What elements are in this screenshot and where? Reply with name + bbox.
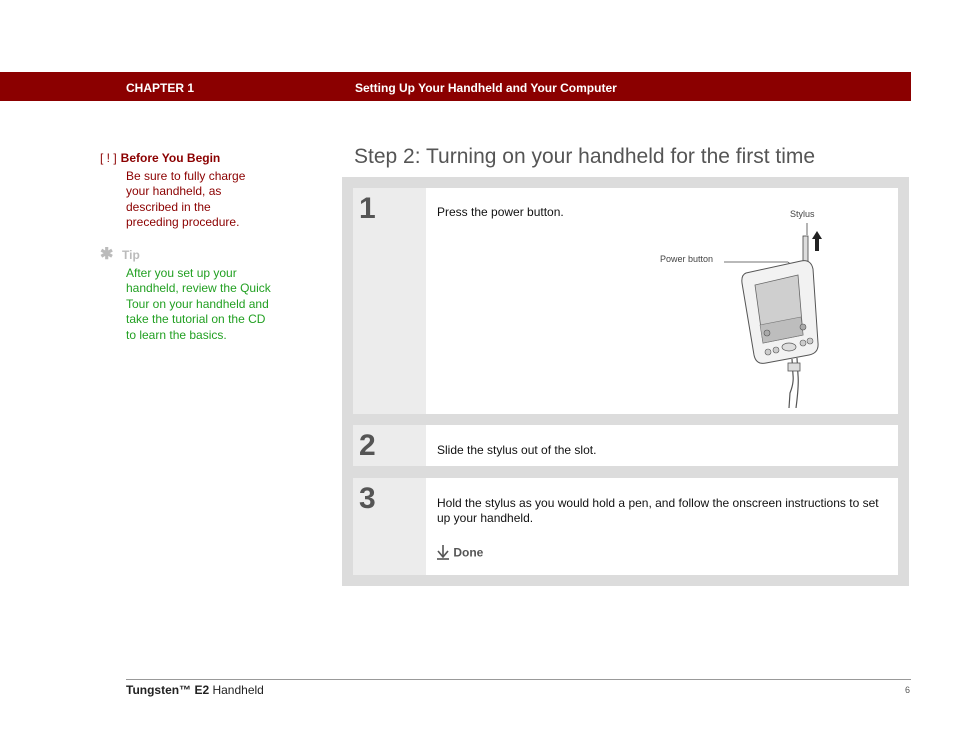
warning-body: Be sure to fully charge your handheld, as described in the preceding procedure. (126, 168, 246, 230)
tip-note (100, 247, 280, 344)
step-content (426, 188, 898, 414)
handheld-illustration (626, 203, 866, 408)
before-you-begin-note (100, 151, 280, 231)
tip-title: Tip (122, 248, 140, 262)
step-3 (353, 478, 898, 575)
chapter-header-bar (0, 72, 911, 101)
stylus-label: Stylus (790, 209, 815, 219)
footer-product-name: Handheld (209, 683, 264, 697)
step-number: 2 (359, 429, 376, 462)
page-title: Step 2: Turning on your handheld for the first time (354, 145, 816, 168)
footer-product (126, 683, 264, 697)
step-number-cell (353, 478, 426, 575)
footer-divider (126, 679, 911, 680)
chapter-title: Setting Up Your Handheld and Your Computer (355, 81, 617, 95)
warning-title[interactable]: Before You Begin (120, 151, 221, 165)
done-label: Done (453, 545, 484, 560)
asterisk-icon: ✱ (100, 246, 114, 263)
step-text: Hold the stylus as you would hold a pen, and follow the onscreen instructions to set up your handheld. (437, 496, 879, 525)
footer-brand: Tungsten™ E2 (126, 683, 210, 697)
step-number-cell (353, 425, 426, 466)
step-text: Press the power button. (437, 205, 564, 219)
done-marker (436, 544, 483, 563)
step-text: Slide the stylus out of the slot. (437, 443, 597, 457)
step-content (426, 478, 898, 575)
chapter-label: CHAPTER 1 (126, 81, 195, 95)
step-2 (353, 425, 898, 466)
warning-icon: [ ! ] (100, 151, 117, 165)
down-arrow-icon (436, 544, 450, 563)
step-1 (353, 188, 898, 414)
step-number: 1 (359, 192, 376, 225)
step-number: 3 (359, 482, 376, 515)
step-number-cell (353, 188, 426, 414)
step-content (426, 425, 898, 466)
page-number: 6 (905, 685, 911, 695)
tip-body: After you set up your handheld, review the Quick Tour on your handheld and take the tutorial on the CD to learn the basics. (126, 265, 271, 342)
power-button-label: Power button (660, 254, 714, 264)
